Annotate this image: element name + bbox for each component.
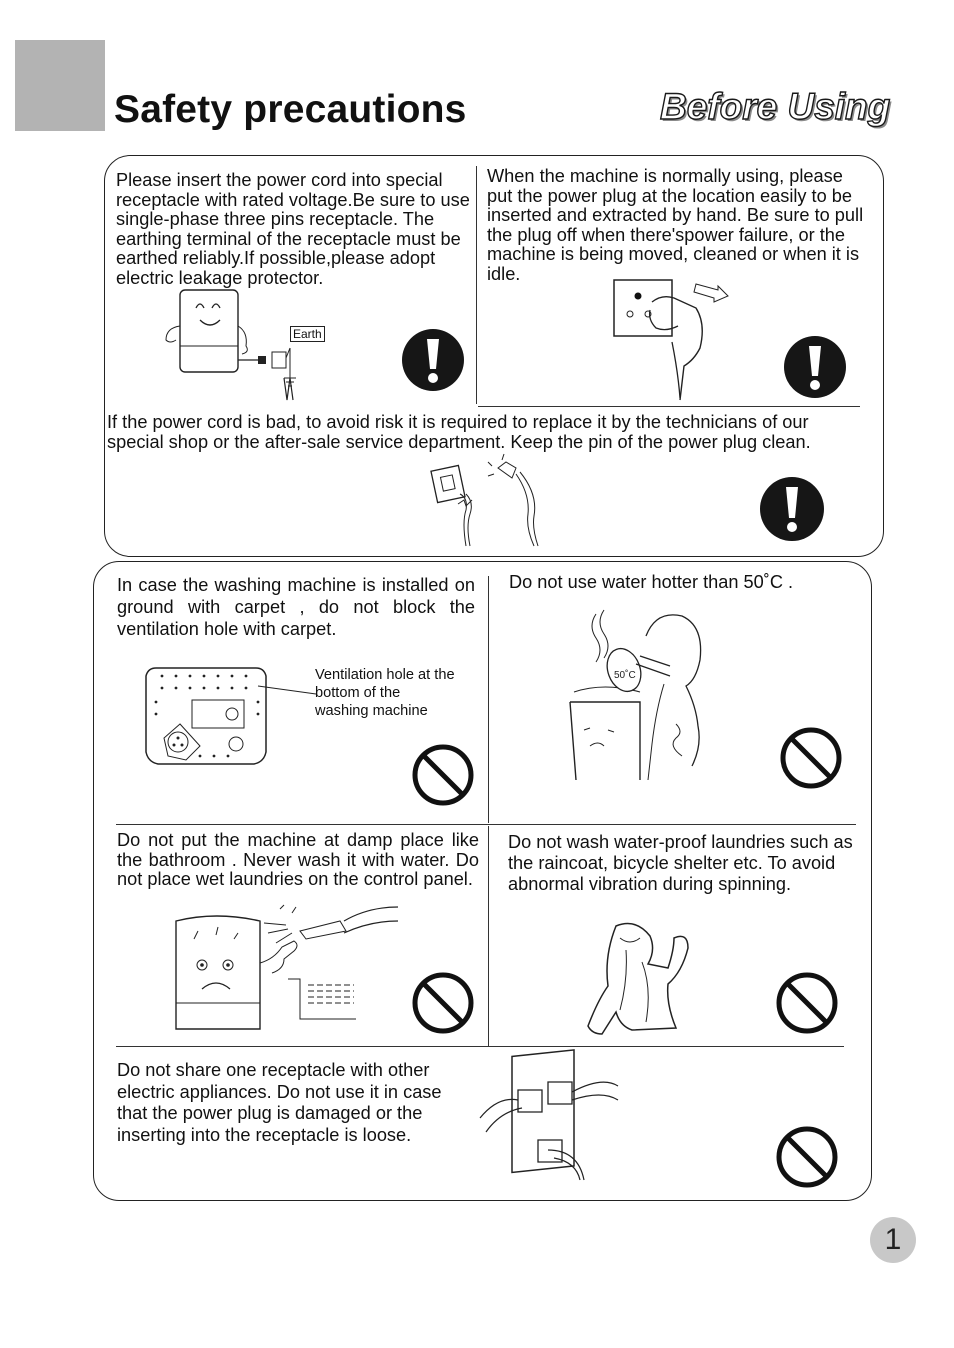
prohibition-icon	[776, 1126, 838, 1188]
exclamation-circle-icon	[402, 329, 464, 391]
bad-cord-instruction: If the power cord is bad, to avoid risk it is required to replace it by the technicians of our special shop or the after-sale service department. Keep the pin of the power plug clean.	[107, 412, 811, 452]
damp-place-instruction: Do not put the machine at damp place like the bathroom . Never wash it with water. Do not place wet laundries on the control panel.	[117, 830, 479, 890]
damaged-cord-illustration	[428, 460, 558, 550]
horizontal-divider	[116, 824, 856, 825]
power-cord-instruction: Please insert the power cord into special receptacle with rated voltage.Be sure to use single-phase three pins receptacle. The earthing terminal of the receptacle must be earthed reliably.If possible,please adopt electric leakage protector.	[116, 170, 470, 288]
header-gray-block	[15, 40, 105, 131]
vertical-divider	[488, 826, 489, 1046]
exclamation-circle-icon	[784, 336, 846, 398]
earthed-machine-illustration	[160, 286, 340, 406]
machine-bottom-illustration	[140, 662, 320, 772]
prohibition-icon	[412, 972, 474, 1034]
overloaded-receptacle-illustration	[478, 1050, 628, 1178]
carpet-instruction: In case the washing machine is installed on ground with carpet , do not block the ventilation hole with carpet.	[117, 575, 475, 639]
horizontal-divider	[116, 1046, 844, 1047]
unplug-illustration	[610, 276, 740, 402]
vertical-divider	[488, 576, 489, 823]
hot-water-instruction: Do not use water hotter than 50˚C .	[509, 572, 794, 592]
plug-location-instruction: When the machine is normally using, please put the power plug at the location easily to be inserted and extracted by hand. Be sure to pull the plug off when there'spower failure, or the machine is being moved, cleaned or when it is idle.	[487, 166, 864, 284]
waterproof-laundry-instruction: Do not wash water-proof laundries such as the raincoat, bicycle shelter etc. To avoid abnormal vibration during spinning.	[508, 832, 853, 894]
hot-water-illustration	[560, 606, 710, 782]
ventilation-callout: Ventilation hole at the bottom of the washing machine	[315, 667, 455, 719]
earth-label: Earth	[290, 326, 325, 342]
thermometer-label: 50˚C	[614, 670, 636, 681]
washing-machine-water-illustration	[168, 903, 400, 1033]
prohibition-icon	[776, 972, 838, 1034]
receptacle-instruction: Do not share one receptacle with other electric appliances. Do not use it in case that the power plug is damaged or the inserting into the receptacle is loose.	[117, 1060, 442, 1145]
prohibition-icon	[780, 727, 842, 789]
section-title: Before Using	[660, 86, 891, 127]
raincoat-illustration	[576, 920, 696, 1032]
exclamation-circle-icon	[760, 477, 824, 541]
page-number: 1	[870, 1217, 916, 1263]
horizontal-divider	[478, 406, 860, 407]
vertical-divider	[476, 166, 477, 404]
prohibition-icon	[412, 744, 474, 806]
page-title: Safety precautions	[114, 88, 467, 131]
